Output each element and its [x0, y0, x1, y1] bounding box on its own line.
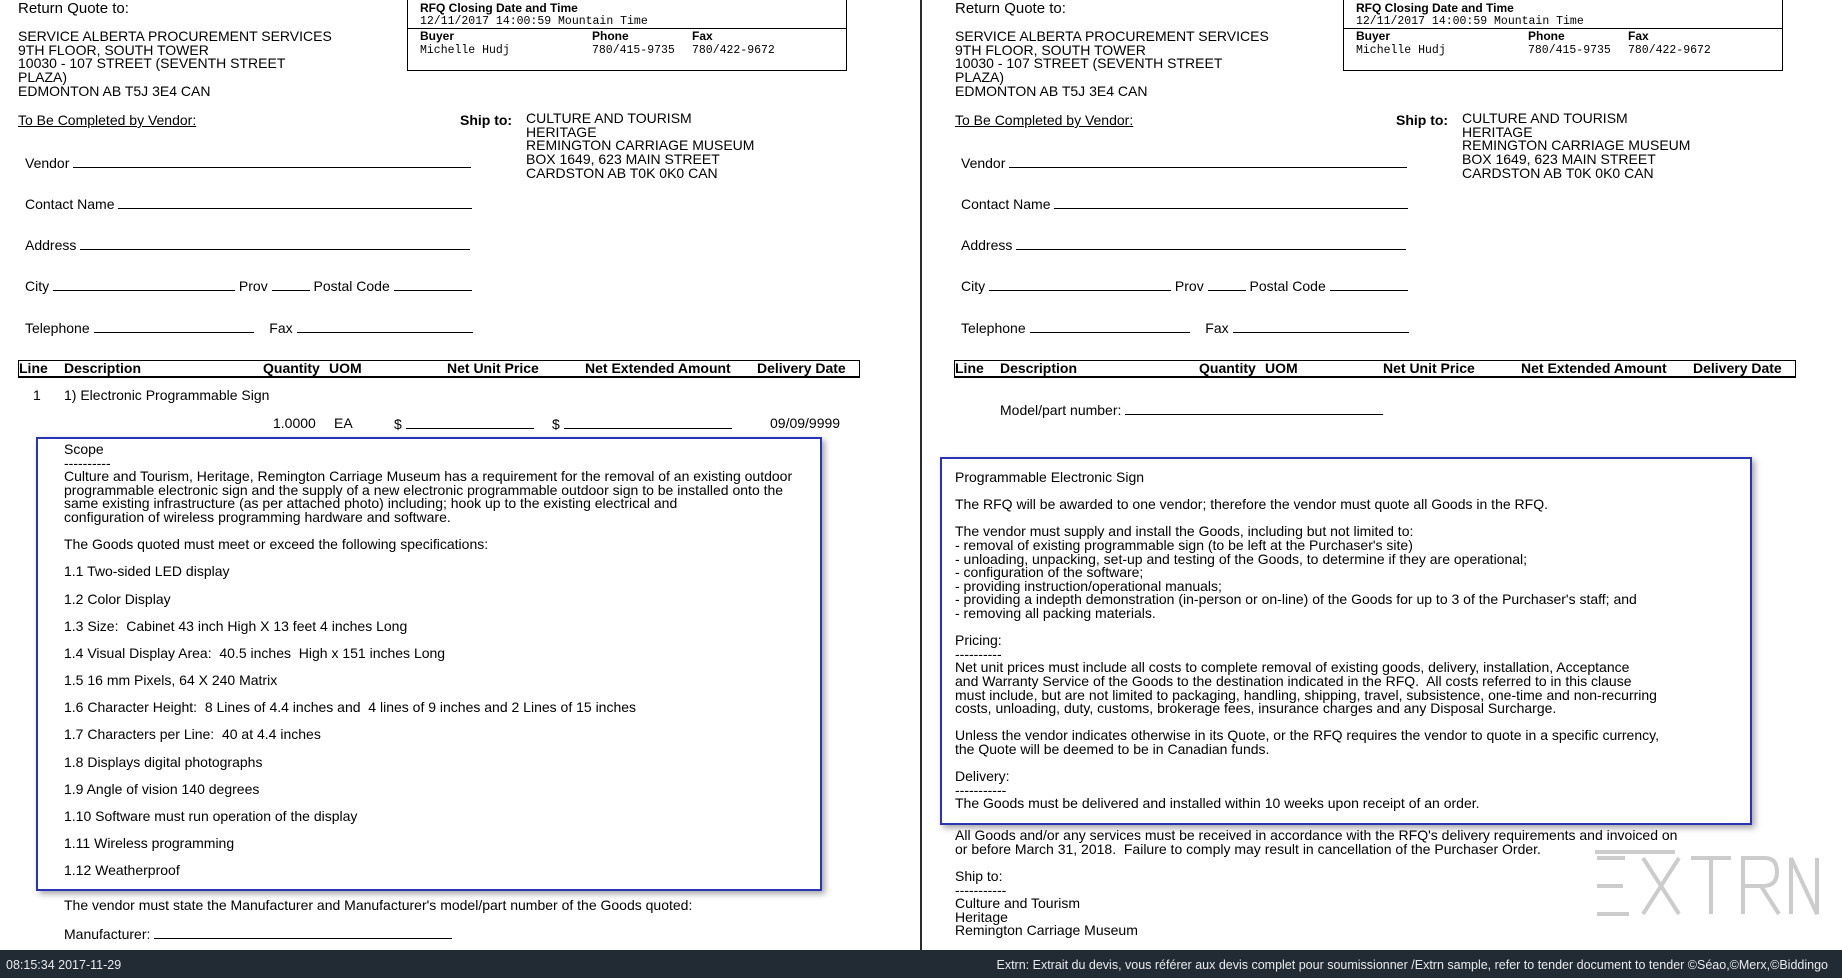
item-line-number: 1	[33, 387, 41, 403]
buyer-value: Michelle Hudj	[420, 44, 510, 57]
vendor-field-row[interactable]	[961, 154, 1407, 171]
vendor-label: Vendor	[25, 155, 70, 171]
phone-label: Phone	[1528, 29, 1565, 43]
page-divider	[920, 0, 922, 950]
rfq-closing-value: 12/11/2017 14:00:59 Mountain Time	[1356, 15, 1584, 28]
scope-specifications-text: Scope ---------- Culture and Tourism, Heritage, Remington Carriage Museum has a requirement for the removal of an existing outdoor programmable electronic sign and the supply of a new electronic programmable outdoor sign to be installed onto the same existing infrastructure (as per attached photo) including; hook up to the existing electrical and configuration of wireless programming hardware and software. The Goods quoted must meet or exceed the following specifications: 1.1 Two-sided LED display 1.2 Color Display 1.3 Size: Cabinet 43 inch High X 13 feet 4 inches Long 1.4 Visual Display Area: 40.5 inches High x 151 inches Long 1.5 16 mm Pixels, 64 X 240 Matrix 1.6 Character Height: 8 Lines of 4.4 inches and 4 lines of 9 inches and 2 Lines of 15 inches 1.7 Characters per Line: 40 at 4.4 inches 1.8 Displays digital photographs 1.9 Angle of vision 140 degrees 1.10 Software must run operation of the display 1.11 Wireless programming 1.12 Weatherproof	[64, 441, 793, 879]
rfq-closing-value: 12/11/2017 14:00:59 Mountain Time	[420, 15, 648, 28]
ship-to-address: CULTURE AND TOURISM HERITAGE REMINGTON CARRIAGE MUSEUM BOX 1649, 623 MAIN STREET CARDSTON AB T0K 0K0 CAN	[526, 110, 755, 181]
highlight-box-scope	[36, 437, 822, 891]
vendor-must-state-text: The vendor must state the Manufacturer and Manufacturer's model/part number of the Goods quoted:	[64, 897, 693, 913]
left-document-page	[0, 0, 920, 950]
address-field-row[interactable]	[961, 236, 1406, 253]
col-description: Description	[64, 360, 142, 376]
item-delivery-date: 09/09/9999	[770, 415, 841, 431]
contact-blank[interactable]	[118, 195, 472, 209]
item-description: 1) Electronic Programmable Sign	[64, 387, 270, 403]
prov-label: Prov	[1174, 278, 1204, 294]
ship-to-label: Ship to:	[1396, 112, 1449, 128]
prov-blank[interactable]	[272, 277, 310, 291]
item-uom: EA	[334, 415, 353, 431]
fax-label: Fax	[1628, 29, 1649, 43]
telephone-field-row[interactable]	[25, 319, 473, 336]
status-bar	[0, 950, 1842, 978]
contact-label: Contact Name	[961, 196, 1051, 212]
col-quantity: Quantity	[1199, 360, 1256, 376]
prov-blank[interactable]	[1208, 277, 1246, 291]
contact-label: Contact Name	[25, 196, 115, 212]
col-delivery: Delivery Date	[757, 360, 846, 376]
city-blank[interactable]	[989, 277, 1171, 291]
return-address: SERVICE ALBERTA PROCUREMENT SERVICES 9TH FLOOR, SOUTH TOWER 10030 - 107 STREET (SEVENTH STREET PLAZA) EDMONTON AB T5J 3E4 CAN	[955, 28, 1269, 99]
fax-field-label: Fax	[269, 320, 293, 336]
contact-field-row[interactable]	[961, 195, 1408, 212]
address-label: Address	[25, 237, 77, 253]
extended-amount-field[interactable]	[552, 415, 732, 432]
address-blank[interactable]	[1016, 236, 1406, 250]
unit-price-blank[interactable]	[406, 415, 534, 429]
address-blank[interactable]	[80, 236, 470, 250]
city-label: City	[961, 278, 986, 294]
right-document-page	[923, 0, 1842, 950]
line-items-header	[954, 360, 1796, 378]
rfq-info-box	[407, 0, 847, 71]
status-timestamp: 08:15:34 2017-11-29	[6, 958, 122, 972]
item-quantity: 1.0000	[273, 415, 316, 431]
col-quantity: Quantity	[263, 360, 320, 376]
fax-label: Fax	[692, 29, 713, 43]
return-quote-label: Return Quote to:	[955, 0, 1066, 17]
highlight-box-spec	[940, 457, 1752, 825]
manufacturer-blank[interactable]	[154, 925, 452, 939]
manufacturer-label: Manufacturer:	[64, 926, 151, 942]
city-field-row[interactable]	[961, 277, 1408, 294]
postal-label: Postal Code	[313, 278, 390, 294]
col-uom: UOM	[329, 360, 362, 376]
postal-blank[interactable]	[1330, 277, 1408, 291]
telephone-label: Telephone	[961, 320, 1026, 336]
invoice-deadline-text: All Goods and/or any services must be received in accordance with the RFQ's delivery requirements and invoiced on or before March 31, 2018. Failure to comply may result in cancellation of the Purchaser Order.	[955, 827, 1678, 857]
model-part-label: Model/part number:	[1000, 402, 1122, 418]
contact-field-row[interactable]	[25, 195, 472, 212]
phone-value: 780/415-9735	[592, 44, 675, 57]
postal-blank[interactable]	[394, 277, 472, 291]
fax-blank[interactable]	[1233, 319, 1409, 333]
buyer-label: Buyer	[1356, 29, 1391, 43]
buyer-label: Buyer	[420, 29, 455, 43]
return-address: SERVICE ALBERTA PROCUREMENT SERVICES 9TH FLOOR, SOUTH TOWER 10030 - 107 STREET (SEVENTH STREET PLAZA) EDMONTON AB T5J 3E4 CAN	[18, 28, 332, 99]
col-line: Line	[19, 360, 48, 376]
col-uom: UOM	[1265, 360, 1298, 376]
currency-symbol: $	[552, 416, 560, 432]
unit-price-field[interactable]	[394, 415, 534, 432]
city-label: City	[25, 278, 50, 294]
telephone-blank[interactable]	[1030, 319, 1190, 333]
rfq-closing-label: RFQ Closing Date and Time	[420, 1, 578, 15]
col-description: Description	[1000, 360, 1078, 376]
rfq-closing-label: RFQ Closing Date and Time	[1356, 1, 1514, 15]
postal-label: Postal Code	[1249, 278, 1326, 294]
col-net-extended: Net Extended Amount	[1521, 360, 1667, 376]
status-notice: Extrn: Extrait du devis, vous référer aux devis complet pour soumissionner /Extrn sample, refer to tender document to tender ©Séao,©Merx,©Biddingo	[996, 958, 1828, 972]
contact-blank[interactable]	[1054, 195, 1408, 209]
col-delivery: Delivery Date	[1693, 360, 1782, 376]
col-net-unit: Net Unit Price	[447, 360, 539, 376]
ship-to-address: CULTURE AND TOURISM HERITAGE REMINGTON CARRIAGE MUSEUM BOX 1649, 623 MAIN STREET CARDSTON AB T0K 0K0 CAN	[1462, 110, 1691, 181]
ship-to-section: Ship to: ----------- Culture and Tourism Heritage Remington Carriage Museum	[955, 868, 1138, 939]
ship-to-label: Ship to:	[460, 112, 513, 128]
model-part-field-row[interactable]	[1000, 401, 1383, 418]
col-net-extended: Net Extended Amount	[585, 360, 731, 376]
fax-blank[interactable]	[297, 319, 473, 333]
vendor-label: Vendor	[961, 155, 1006, 171]
phone-label: Phone	[592, 29, 629, 43]
currency-symbol: $	[394, 416, 402, 432]
col-net-unit: Net Unit Price	[1383, 360, 1475, 376]
return-quote-label: Return Quote to:	[18, 0, 129, 17]
fax-value: 780/422-9672	[1628, 44, 1711, 57]
fax-field-label: Fax	[1205, 320, 1229, 336]
extrn-watermark-logo	[1595, 850, 1825, 925]
manufacturer-field-row[interactable]	[64, 925, 452, 942]
rfq-info-box	[1343, 0, 1783, 71]
col-line: Line	[955, 360, 984, 376]
to-be-completed-label: To Be Completed by Vendor:	[18, 112, 197, 128]
city-field-row[interactable]	[25, 277, 472, 294]
fax-value: 780/422-9672	[692, 44, 775, 57]
specification-text: Programmable Electronic Sign The RFQ will be awarded to one vendor; therefore the vendor must quote all Goods in the RFQ. The vendor must supply and install the Goods, including but not limited to: - removal of existing programmable sign (to be left at the Purchaser's site) - unloading, unpacking, set-up and testing of the Goods, to determine if they are operational; - configuration of the software; - providing instruction/operational manuals; - providing a indepth demonstration (in-person or on-line) of the Goods for up to 3 of the Purchaser's staff; and - removing all packing materials. Pricing: ---------- Net unit prices must include all costs to complete removal of existing goods, delivery, installation, Acceptance and Warranty Service of the Goods to the destination indicated in the RFQ. All costs referred to in this clause must include, but are not limited to packaging, handling, shipping, travel, subsistence, one-time and non-recurring costs, unloading, duty, customs, brokerage fees, insurance charges and any Disposal Surcharge. Unless the vendor indicates otherwise in its Quote, or the RFQ requires the vendor to quote in a specific currency, the Quote will be deemed to be in Canadian funds. Delivery: ----------- The Goods must be delivered and installed within 10 weeks upon receipt of an order.	[955, 469, 1659, 812]
buyer-value: Michelle Hudj	[1356, 44, 1446, 57]
extended-amount-blank[interactable]	[564, 415, 732, 429]
telephone-label: Telephone	[25, 320, 90, 336]
prov-label: Prov	[238, 278, 268, 294]
vendor-blank[interactable]	[1009, 154, 1407, 168]
vendor-blank[interactable]	[73, 154, 471, 168]
to-be-completed-label: To Be Completed by Vendor:	[955, 112, 1134, 128]
line-items-header	[18, 360, 860, 378]
phone-value: 780/415-9735	[1528, 44, 1611, 57]
vendor-field-row[interactable]	[25, 154, 471, 171]
address-label: Address	[961, 237, 1013, 253]
telephone-field-row[interactable]	[961, 319, 1409, 336]
telephone-blank[interactable]	[94, 319, 254, 333]
model-part-blank[interactable]	[1125, 401, 1383, 415]
city-blank[interactable]	[53, 277, 235, 291]
address-field-row[interactable]	[25, 236, 470, 253]
